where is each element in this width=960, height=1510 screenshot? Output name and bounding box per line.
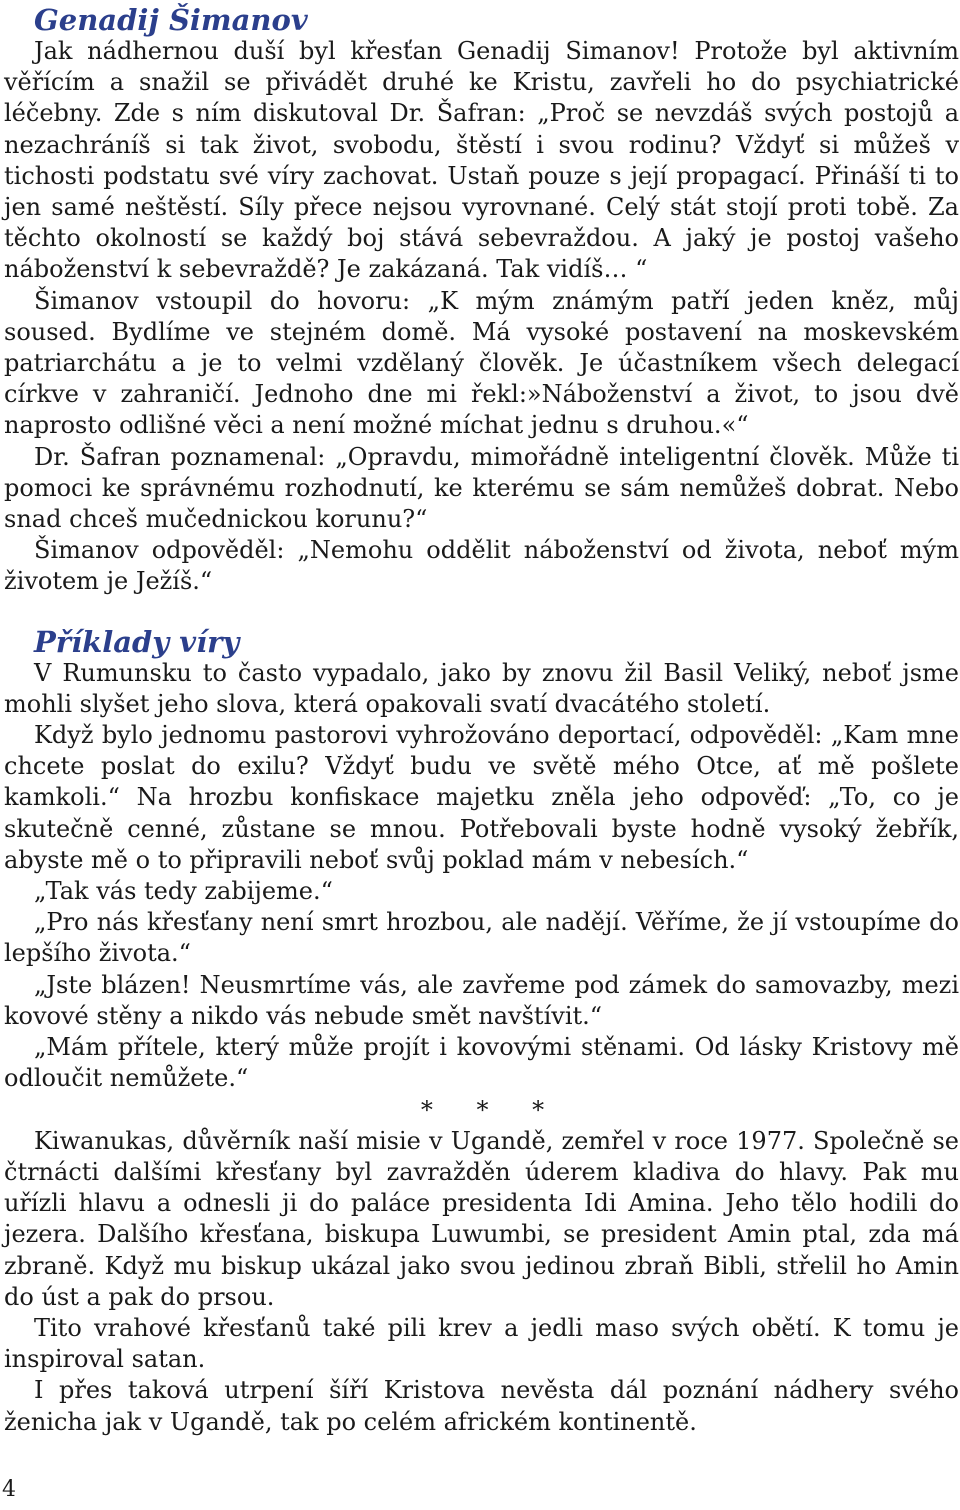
paragraph: Tito vrahové křesťanů také pili krev a jedli maso svých obětí. K tomu je inspiroval satan. [4,1313,959,1374]
paragraph: V Rumunsku to často vypadalo, jako by znovu žil Basil Veliký, neboť jsme mohli slyšet jeho slova, která opakovali svatí dvacátého století. [4,658,959,718]
document-page [4,0,959,1438]
paragraph: Když bylo jednomu pastorovi vyhrožováno deportací, odpověděl: „Kam mne chcete poslat do exilu? Vždyť budu ve světě mého Otce, ať mě pošlete kamkoli.“ Na hrozbu konfiskace majetku zněla jeho odpověď: „To, co je skutečně cenné, zůstane se mnou. Potřebovali byste hodně vysoký žebřík, abyste mě o to připravili neboť svůj poklad mám v nebesích.“ [4,721,959,874]
section-heading-priklady-viry: Příklady víry [34,624,240,659]
paragraph: Jak nádhernou duší byl křesťan Genadij Simanov! Protože byl aktivním věřícím a snažil se přivádět druhé ke Kristu, zavřeli ho do psychiatrické léčebny. Zde s ním diskutoval Dr. Šafran: „Proč se nevzdáš svých postojů a nezachráníš si tak život, svobodu, štěstí i svou rodinu? Vždyť si můžeš v tichosti podstatu své víry zachovat. Ustaň pouze s její propagací. Přináší ti to jen samé neštěstí. Síly přece nejsou vyrovnané. Celý stát stojí proti tobě. Za těchto okolností se každý boj stává sebevraždou. A jaký je postoj vašeho náboženství k sebevraždě? Je zakázaná. Tak vidíš… “ [4,37,959,284]
paragraph: Šimanov odpověděl: „Nemohu oddělit náboženství od života, neboť mým životem je Ježíš.“ [4,536,959,596]
paragraph: I přes taková utrpení šíří Kristova nevěsta dál poznání nádhery svého ženicha jak v Ugandě, tak po celém africkém kontinentě. [4,1376,959,1436]
paragraph: „Mám přítele, který může projít i kovovými stěnami. Od lásky Kristovy mě odloučit nemůžete.“ [4,1033,959,1093]
paragraph: Dr. Šafran poznamenal: „Opravdu, mimořádně inteligentní člověk. Může ti pomoci ke správnému rozhodnutí, ke kterému se sám nemůžeš dobrat. Nebo snad chceš mučednickou korunu?“ [4,442,959,534]
paragraph: Kiwanukas, důvěrník naší misie v Ugandě, zemřel v roce 1977. Společně se čtrnácti dalšími křesťany byl zavražděn úderem kladiva do hlavy. Pak mu uřízli hlavu a odnesli ji do paláce presidenta Idi Amina. Jeho tělo hodili do jezera. Dalšího křesťana, biskupa Luwumbi, se president Amin ptal, zda má zbraně. Když mu biskup ukázal jako svou jedinou zbraň Bibli, střelil ho Amin do úst a pak do prsou. [4,1126,959,1311]
paragraph: „Pro nás křesťany není smrt hrozbou, ale nadějí. Věříme, že jí vstoupíme do lepšího života.“ [4,908,959,968]
section-separator: * * * [420,1095,563,1124]
section-heading-genadij-simanov: Genadij Šimanov [34,3,308,37]
paragraph: „Jste blázen! Neusmrtíme vás, ale zavřeme pod zámek do samovazby, mezi kovové stěny a nikdo vás nebude smět navštívit.“ [4,970,959,1030]
paragraph: „Tak vás tedy zabijeme.“ [34,877,333,906]
page-number: 4 [2,1477,16,1502]
paragraph: Šimanov vstoupil do hovoru: „K mým známým patří jeden kněz, můj soused. Bydlíme ve stejném domě. Má vysoké postavení na moskevském patriarchátu a je to velmi vzdělaný člověk. Je účastníkem všech delegací církve v zahraničí. Jednoho dne mi řekl:»Náboženství a život, to jsou dvě naprosto odlišné věci a není možné míchat jednu s druhou.«“ [4,286,959,440]
